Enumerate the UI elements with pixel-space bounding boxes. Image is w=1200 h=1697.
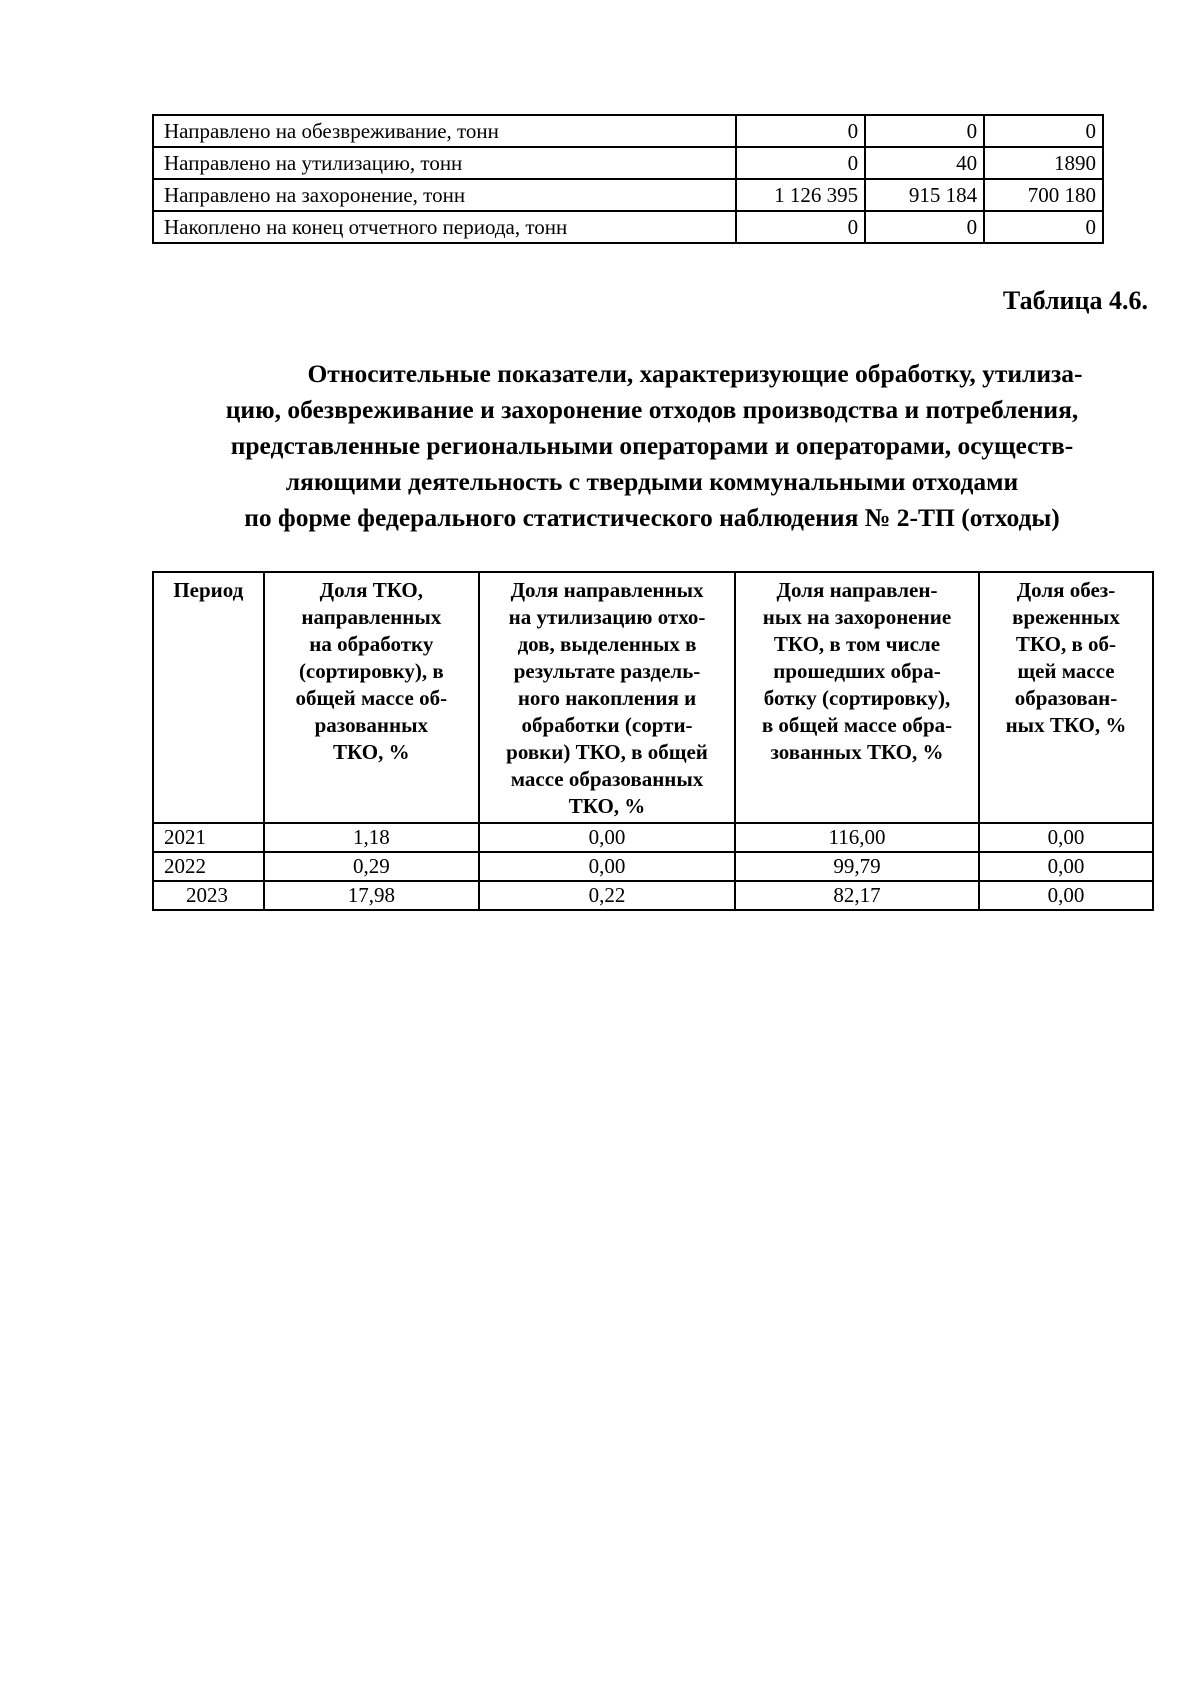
header-line: ТКО, в об-	[1015, 632, 1117, 656]
header-line: Доля ТКО,	[319, 578, 423, 602]
header-line: на утилизацию отхо-	[508, 605, 706, 629]
header-line: массе образованных	[510, 767, 704, 791]
title-line: Относительные показатели, характеризующие обработку, утилиза-	[307, 359, 1083, 388]
header-share-landfill	[735, 572, 979, 823]
cell-value: 0	[865, 115, 984, 147]
row-label: Направлено на захоронение, тонн	[153, 179, 736, 211]
header-line: Доля направленных	[510, 578, 704, 602]
cell-value: 0,00	[479, 823, 735, 852]
cell-period: 2021	[153, 823, 264, 852]
cell-value: 0	[736, 211, 865, 243]
header-line: дов, выделенных в	[517, 632, 697, 656]
cell-value: 0,22	[479, 881, 735, 910]
cell-value: 0,29	[264, 852, 479, 881]
header-row	[153, 572, 1153, 823]
cell-period: 2023	[153, 881, 264, 910]
cell-value: 116,00	[735, 823, 979, 852]
header-line: образован-	[1014, 686, 1118, 710]
title-line: по форме федерального статистического наблюдения № 2-ТП (отходы)	[244, 503, 1060, 532]
header-period	[153, 572, 264, 823]
cell-value: 915 184	[865, 179, 984, 211]
cell-value: 700 180	[984, 179, 1103, 211]
cell-value: 0,00	[479, 852, 735, 881]
header-line: ТКО, %	[333, 740, 410, 764]
header-line: ного накопления и	[517, 686, 697, 710]
row-label: Направлено на утилизацию, тонн	[153, 147, 736, 179]
header-line: направленных	[301, 605, 442, 629]
header-line: ных на захоронение	[762, 605, 952, 629]
header-line: результате раздель-	[513, 659, 701, 683]
table-row	[153, 179, 1103, 211]
title-line: цию, обезвреживание и захоронение отходов производства и потребления,	[225, 395, 1079, 424]
cell-value: 17,98	[264, 881, 479, 910]
table-relative-indicators	[152, 571, 1154, 911]
header-line: Доля направлен-	[776, 578, 938, 602]
header-line: прошедших обра-	[773, 659, 941, 683]
header-line: на обработку	[309, 632, 434, 656]
header-share-utilization	[479, 572, 735, 823]
header-line: общей массе об-	[295, 686, 448, 710]
table-row	[153, 852, 1153, 881]
table-caption: Таблица 4.6.	[1002, 286, 1148, 315]
header-line: ных ТКО, %	[1005, 713, 1127, 737]
cell-value: 0,00	[979, 881, 1153, 910]
cell-value: 1890	[984, 147, 1103, 179]
cell-value: 0,00	[979, 852, 1153, 881]
header-line: (сортировку), в	[298, 659, 444, 683]
table-row	[153, 211, 1103, 243]
header-line: Доля обез-	[1016, 578, 1116, 602]
header-line: ТКО, в том числе	[773, 632, 941, 656]
title-line: представленные региональными операторами и операторами, осуществ-	[230, 431, 1074, 460]
title-line: ляющими деятельность с твердыми коммунальными отходами	[285, 467, 1019, 496]
cell-value: 82,17	[735, 881, 979, 910]
header-line: обработки (сорти-	[521, 713, 693, 737]
table-title	[152, 356, 1152, 536]
header-line: ТКО, %	[568, 794, 646, 818]
cell-value: 0	[865, 211, 984, 243]
cell-period: 2022	[153, 852, 264, 881]
header-line: в общей массе обра-	[761, 713, 953, 737]
cell-value: 0,00	[979, 823, 1153, 852]
header-line: ровки) ТКО, в общей	[506, 740, 708, 764]
row-label: Направлено на обезвреживание, тонн	[153, 115, 736, 147]
cell-value: 0	[736, 147, 865, 179]
table-row	[153, 823, 1153, 852]
header-line: вреженных	[1012, 605, 1120, 629]
row-label: Накоплено на конец отчетного периода, тонн	[153, 211, 736, 243]
cell-value: 0	[984, 211, 1103, 243]
header-line: ботку (сортировку),	[763, 686, 951, 710]
cell-value: 0	[736, 115, 865, 147]
cell-value: 1,18	[264, 823, 479, 852]
cell-value: 0	[984, 115, 1103, 147]
header-share-neutralized	[979, 572, 1153, 823]
header-line: зованных ТКО, %	[770, 740, 944, 764]
cell-value: 1 126 395	[736, 179, 865, 211]
cell-value: 40	[865, 147, 984, 179]
table-row	[153, 881, 1153, 910]
cell-value: 99,79	[735, 852, 979, 881]
table-row	[153, 115, 1103, 147]
header-line: Период	[173, 578, 244, 602]
table-waste-volumes	[152, 114, 1104, 244]
header-share-processing	[264, 572, 479, 823]
header-line: щей массе	[1017, 659, 1115, 683]
table-row	[153, 147, 1103, 179]
header-line: разованных	[314, 713, 429, 737]
